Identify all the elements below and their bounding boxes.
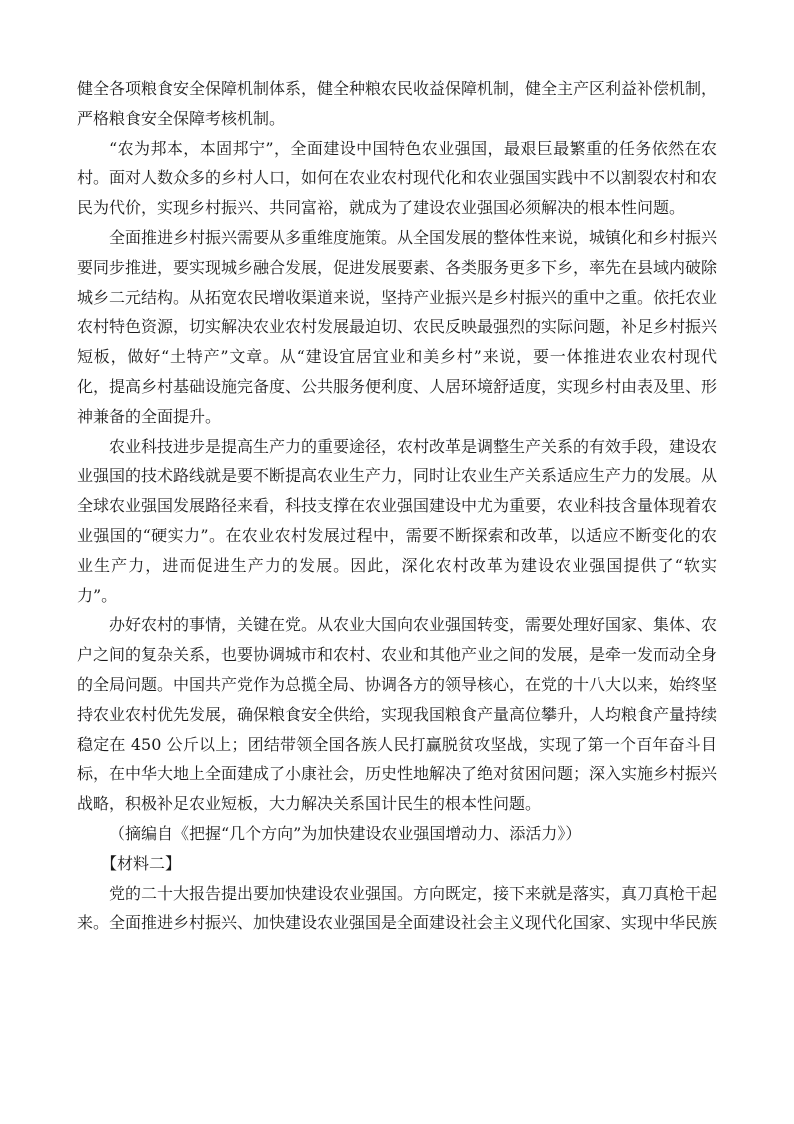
paragraph-agriculture-foundation: “农为邦本，本固邦宁”，全面建设中国特色农业强国，最艰巨最繁重的任务依然在农村。面对人数众多的乡村人口，如何在农业农村现代化和农业强国实践中不以割裂农村和农民为代价，实现乡村振兴、共同富裕，就成为了建设农业强国必须解决的根本性问题。 — [77, 138, 718, 218]
article-body — [77, 74, 717, 938]
paragraph-rural-revitalization-dimensions: 全面推进乡村振兴需要从多重维度施策。从全国发展的整体性来说，城镇化和乡村振兴要同步推进，要实现城乡融合发展，促进发展要素、各类服务更多下乡，率先在县域内破除城乡二元结构。从拓宽农民增收渠道来说，坚持产业振兴是乡村振兴的重中之重。依托农业农村特色资源，切实解决农业农村发展最迫切、农民反映最强烈的实际问题，补足乡村振兴短板，做好“土特产”文章。从“建设宜居宜业和美乡村”来说，要一体推进农业农村现代化，提高乡村基础设施完备度、公共服务便利度、人居环境舒适度，实现乡村由表及里、形神兼备的全面提升。 — [77, 227, 718, 426]
paragraph-material-two-intro: 党的二十大报告提出要加快建设农业强国。方向既定，接下来就是落实，真刀真枪干起来。全面推进乡村振兴、加快建设农业强国是全面建设社会主义现代化国家、实现中华民族 — [77, 883, 718, 933]
paragraph-party-leadership: 办好农村的事情，关键在党。从农业大国向农业强国转变，需要处理好国家、集体、农户之间的复杂关系，也要协调城市和农村、农业和其他产业之间的发展，是牵一发而动全身的全局问题。中国共产党作为总揽全局、协调各方的领导核心，在党的十八大以来，始终坚持农业农村优先发展，确保粮食安全供给，实现我国粮食产量高位攀升，人均粮食产量持续稳定在 450 公斤以上；团结带领全国各族人民打赢脱贫攻坚战，实现了第一个百年奋斗目标，在中华大地上全面建成了小康社会，历史性地解决了绝对贫困问题；深入实施乡村振兴战略，积极补足农业短板，大力解决关系国计民生的根本性问题。 — [77, 615, 718, 814]
paragraph-grain-security-continuation: 健全各项粮食安全保障机制体系，健全种粮农民收益保障机制，健全主产区利益补偿机制，严格粮食安全保障考核机制。 — [77, 79, 718, 128]
paragraph-technology-and-reform: 农业科技进步是提高生产力的重要途径，农村改革是调整生产关系的有效手段，建设农业强国的技术路线就是要不断提高农业生产力，同时让农业生产关系适应生产力的发展。从全球农业强国发展路径来看，科技支撑在农业强国建设中尤为重要，农业科技含量体现着农业强国的“硬实力”。在农业农村发展过程中，需要不断探索和改革，以适应不断变化的农业生产力，进而促进生产力的发展。因此，深化农村改革为建设农业强国提供了“软实力”。 — [77, 436, 718, 605]
source-citation: （摘编自《把握“几个方向”为加快建设农业强国增动力、添活力》） — [109, 823, 582, 843]
section-heading-material-two: 【材料二】 — [101, 853, 182, 873]
